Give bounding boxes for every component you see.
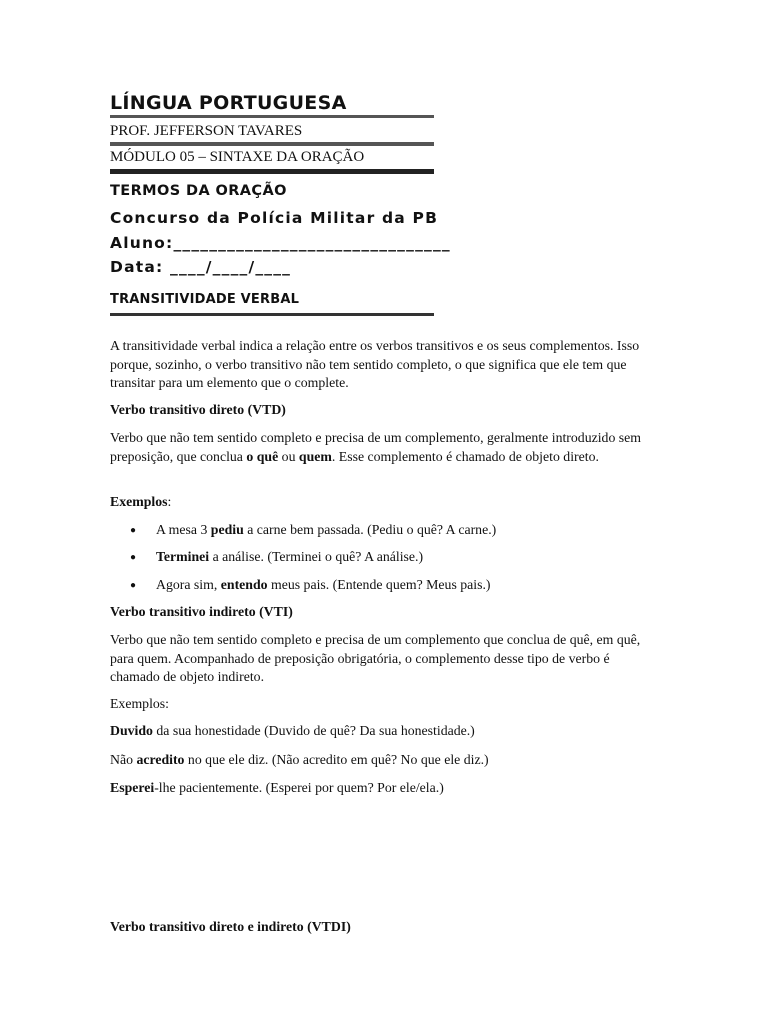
list-item: Não acredito no que ele diz. (Não acredito em quê? No que ele diz.) bbox=[110, 752, 489, 767]
professor-name: PROF. JEFFERSON TAVARES bbox=[110, 123, 303, 139]
list-item: Esperei-lhe pacientemente. (Esperei por quem? Por ele/ela.) bbox=[110, 780, 444, 795]
section-title: TERMOS DA ORAÇÃO bbox=[110, 183, 287, 199]
date-label: Data: bbox=[110, 258, 164, 276]
header-rule bbox=[110, 142, 434, 146]
header-rule bbox=[110, 115, 434, 118]
student-field bbox=[110, 234, 451, 252]
intro-paragraph: A transitividade verbal indica a relação entre os verbos transitivos e os seus complementos. Isso porque, sozinho, o verbo transitivo não tem sentido completo, o que significa que ele tem que transitar para um elemento que o complete. bbox=[110, 338, 640, 390]
list-item: Duvido da sua honestidade (Duvido de quê? Da sua honestidade.) bbox=[110, 723, 475, 738]
bullet-icon: ● bbox=[130, 552, 137, 563]
topic-rule bbox=[110, 313, 434, 316]
page-title: LÍNGUA PORTUGUESA bbox=[110, 92, 347, 114]
vtd-heading: Verbo transitivo direto (VTD) bbox=[110, 402, 286, 417]
keyword-o-que: o quê bbox=[246, 448, 279, 464]
exam-name: Concurso da Polícia Militar da PB bbox=[110, 209, 439, 227]
vti-examples-label: Exemplos: bbox=[110, 696, 170, 711]
vtdi-heading: Verbo transitivo direto e indireto (VTDI) bbox=[110, 919, 351, 934]
student-line: _______________________________ bbox=[173, 234, 451, 252]
topic-heading: TRANSITIVIDADE VERBAL bbox=[110, 292, 300, 307]
date-line: ____/____/____ bbox=[163, 258, 292, 276]
vtd-description: Verbo que não tem sentido completo e precisa de um complemento, geralmente introduzido sem preposição, que conclua o quê ou quem. Esse complemento é chamado de objeto direto. bbox=[110, 430, 642, 464]
keyword-quem: quem bbox=[298, 448, 332, 464]
module-title: MÓDULO 05 – SINTAXE DA ORAÇÃO bbox=[110, 149, 365, 165]
header-rule bbox=[110, 169, 434, 174]
vti-description: Verbo que não tem sentido completo e precisa de um complemento que conclua de quê, em quê, para quem. Acompanhado de preposição obrigatória, o complemento desse tipo de verbo é chamado de objeto indireto. bbox=[110, 632, 641, 684]
student-label: Aluno: bbox=[110, 234, 174, 252]
list-item: ● Agora sim, entendo meus pais. (Entende quem? Meus pais.) bbox=[130, 576, 491, 595]
list-item: ● Terminei a análise. (Terminei o quê? A análise.) bbox=[130, 548, 423, 567]
list-item: ● A mesa 3 pediu a carne bem passada. (Pediu o quê? A carne.) bbox=[130, 521, 496, 540]
date-field bbox=[110, 258, 291, 276]
vti-heading: Verbo transitivo indireto (VTI) bbox=[110, 604, 293, 619]
bullet-icon: ● bbox=[130, 580, 137, 591]
bullet-icon: ● bbox=[130, 525, 137, 536]
vtd-examples-label: Exemplos: bbox=[110, 494, 172, 509]
